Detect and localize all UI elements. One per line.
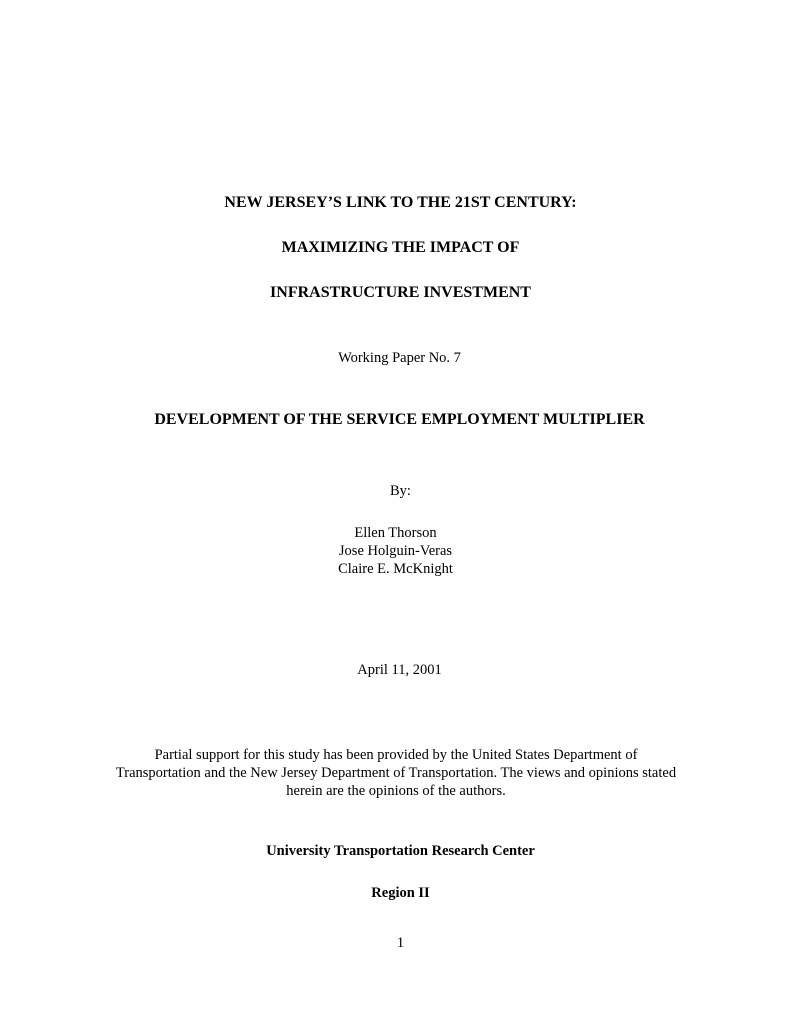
- title-line-3: INFRASTRUCTURE INVESTMENT: [270, 284, 531, 301]
- support-line: Partial support for this study has been provided by the United States Department of: [154, 747, 638, 763]
- support-statement: [90, 746, 702, 800]
- author-name: Ellen Thorson: [354, 525, 437, 541]
- author-name: Claire E. McKnight: [338, 561, 453, 577]
- organization-name: University Transportation Research Center: [266, 843, 535, 859]
- region-name: Region II: [371, 885, 430, 901]
- support-line: herein are the opinions of the authors.: [286, 783, 506, 799]
- working-paper-number: Working Paper No. 7: [338, 350, 461, 366]
- title-line-1: NEW JERSEY’S LINK TO THE 21ST CENTURY:: [224, 194, 577, 211]
- support-line: Transportation and the New Jersey Department of Transportation. The views and opinions stated: [115, 765, 677, 781]
- author-list: [0, 524, 791, 578]
- publication-date: April 11, 2001: [357, 662, 442, 678]
- by-label: By:: [390, 483, 411, 499]
- page-number: 1: [396, 935, 405, 951]
- author-name: Jose Holguin-Veras: [338, 543, 453, 559]
- paper-subtitle: DEVELOPMENT OF THE SERVICE EMPLOYMENT MULTIPLIER: [154, 411, 645, 428]
- title-line-2: MAXIMIZING THE IMPACT OF: [281, 239, 520, 256]
